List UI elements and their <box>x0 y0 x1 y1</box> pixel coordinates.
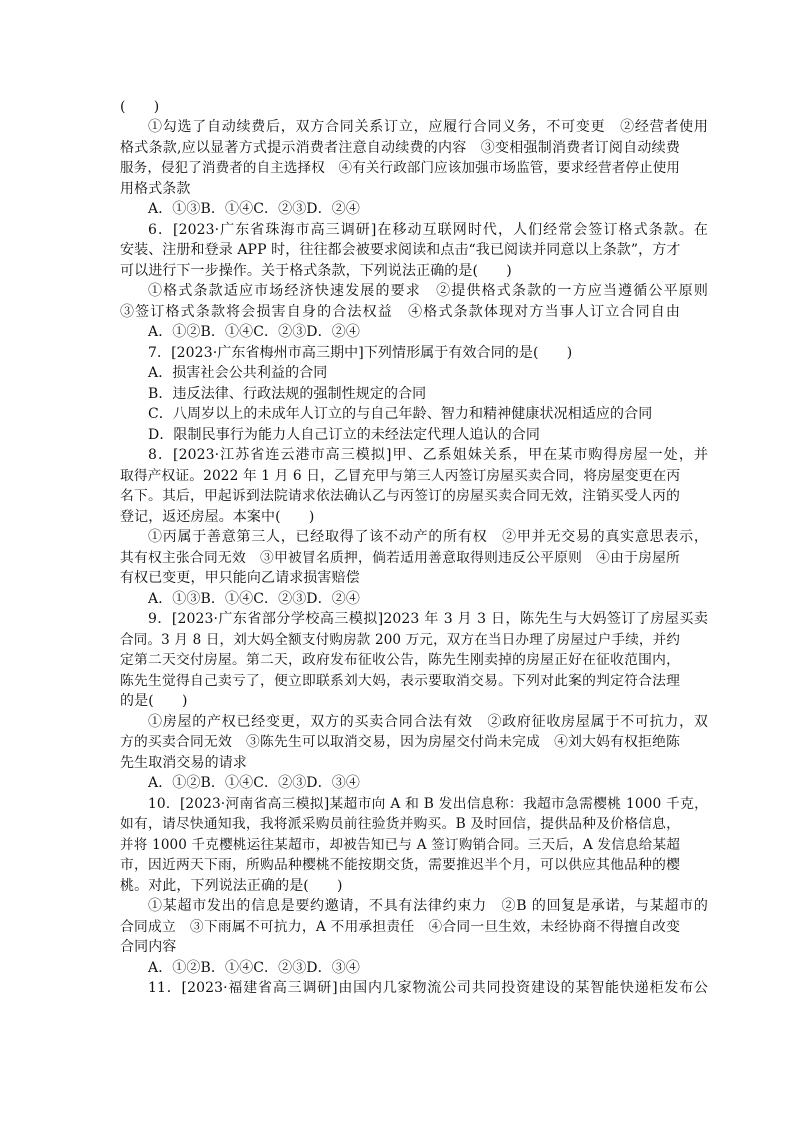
text-line: 登记，返还房屋。本案中( ) <box>120 509 315 525</box>
text-line: 有权已变更，甲只能向乙请求损害赔偿 <box>120 570 360 586</box>
answer-options: A．①③B．①④C．②③D．②④ <box>148 201 360 217</box>
question-8-stem: 8．[2023·江苏省连云港市高三模拟]甲、乙系姐妹关系，甲在某市购得房屋一处，并 <box>148 447 708 463</box>
text-line: 市，因近两天下雨，所购品种樱桃不能按期交货，需要推迟半个月，可以供应其他品种的樱 <box>120 857 680 873</box>
text-line: ①丙属于善意第三人，已经取得了该不动产的所有权 ②甲并无交易的真实意思表示， <box>148 529 708 545</box>
text-line: 安装、注册和登录 APP 时，往往都会被要求阅读和点击“我已阅读并同意以上条款”，方才 <box>120 242 681 258</box>
text-line: ③签订格式条款将会损害自身的合法权益 ④格式条款体现对方当事人订立合同自由 <box>120 304 680 320</box>
question-10-stem: 10．[2023·河南省高三模拟]某超市向 A 和 B 发出信息称：我超市急需樱桃 1000 千克， <box>148 796 708 812</box>
question-7-stem: 7．[2023·广东省梅州市高三期中]下列情形属于有效合同的是( ) <box>148 345 573 361</box>
text-line: 陈先生觉得自己卖亏了，便立即联系刘大妈，表示要取消交易。下列对此案的判定符合法理 <box>120 673 680 689</box>
answer-options: A．①②B．①④C．②③D．③④ <box>148 775 360 791</box>
text-line: 其有权主张合同无效 ③甲被冒名质押，倘若适用善意取得则违反公平原则 ④由于房屋所 <box>120 550 680 566</box>
option-a: A．损害社会公共利益的合同 <box>148 365 328 381</box>
text-line: ①格式条款适应市场经济快速发展的要求 ②提供格式条款的一方应当遵循公平原则 <box>148 283 708 299</box>
text-line: 方的买卖合同无效 ③陈先生可以取消交易，因为房屋交付尚未完成 ④刘大妈有权拒绝陈 <box>120 734 680 750</box>
question-9-stem: 9．[2023·广东省部分学校高三模拟]2023 年 3 月 3 日，陈先生与大妈签订了房屋买卖 <box>148 611 708 627</box>
text-line: 可以进行下一步操作。关于格式条款，下列说法正确的是( ) <box>120 263 512 279</box>
text-line: 名下。其后，甲起诉到法院请求依法确认乙与丙签订的房屋买卖合同无效，注销买受人丙的 <box>120 488 680 504</box>
text-line: ( ) <box>120 99 160 115</box>
text-line: 如有，请尽快通知我，我将派采购员前往验货并购买。B 及时回信，提供品种及价格信息， <box>120 816 680 832</box>
question-6-stem: 6．[2023·广东省珠海市高三调研]在移动互联网时代，人们经常会签订格式条款。在 <box>148 222 708 238</box>
option-c: C．八周岁以上的未成年人订立的与自己年龄、智力和精神健康状况相适应的合同 <box>148 406 653 422</box>
answer-options: A．①②B．①④C．②③D．②④ <box>148 324 360 340</box>
text-line: 服务，侵犯了消费者的自主选择权 ④有关行政部门应该加强市场监管，要求经营者停止使用 <box>120 160 680 176</box>
option-d: D．限制民事行为能力人自己订立的未经法定代理人追认的合同 <box>148 427 541 443</box>
text-line: 取得产权证。2022 年 1 月 6 日，乙冒充甲与第三人丙签订房屋买卖合同，将房屋变更在丙 <box>120 468 681 484</box>
text-line: 合同。3 月 8 日，刘大妈全额支付购房款 200 万元，双方在当日办理了房屋过户手续，并约 <box>120 632 680 648</box>
text-line: 格式条款,应以显著方式提示消费者注意自动续费的内容 ③变相强制消费者订阅自动续费 <box>120 140 680 156</box>
answer-options: A．①③B．①④C．②③D．②④ <box>148 591 360 607</box>
option-b: B．违反法律、行政法规的强制性规定的合同 <box>148 386 427 402</box>
text-line: 合同内容 <box>120 939 177 955</box>
question-11-stem: 11．[2023·福建省高三调研]由国内几家物流公司共同投资建设的某智能快递柜发布公 <box>148 980 708 996</box>
text-line: ①勾选了自动续费后，双方合同关系订立，应履行合同义务，不可变更 ②经营者使用 <box>148 119 708 135</box>
text-line: 桃。对此，下列说法正确的是( ) <box>120 878 343 894</box>
text-line: 并将 1000 千克樱桃运往某超市，却被告知已与 A 签订购销合同。三天后，A 发信息给某超 <box>120 837 680 853</box>
text-line: 用格式条款 <box>120 181 191 197</box>
text-line: 先生取消交易的请求 <box>120 755 247 771</box>
text-line: 定第二天交付房屋。第二天，政府发布征收公告，陈先生刚卖掉的房屋正好在征收范围内， <box>120 652 680 668</box>
text-line: 的是( ) <box>120 693 188 709</box>
text-line: ①房屋的产权已经变更，双方的买卖合同合法有效 ②政府征收房屋属于不可抗力，双 <box>148 714 708 730</box>
answer-options: A．①②B．①④C．②③D．③④ <box>148 960 360 976</box>
text-line: 合同成立 ③下雨属不可抗力，A 不用承担责任 ④合同一旦生效，未经协商不得擅自改变 <box>120 919 680 935</box>
text-line: ①某超市发出的信息是要约邀请，不具有法律约束力 ②B 的回复是承诺，与某超市的 <box>148 898 708 914</box>
